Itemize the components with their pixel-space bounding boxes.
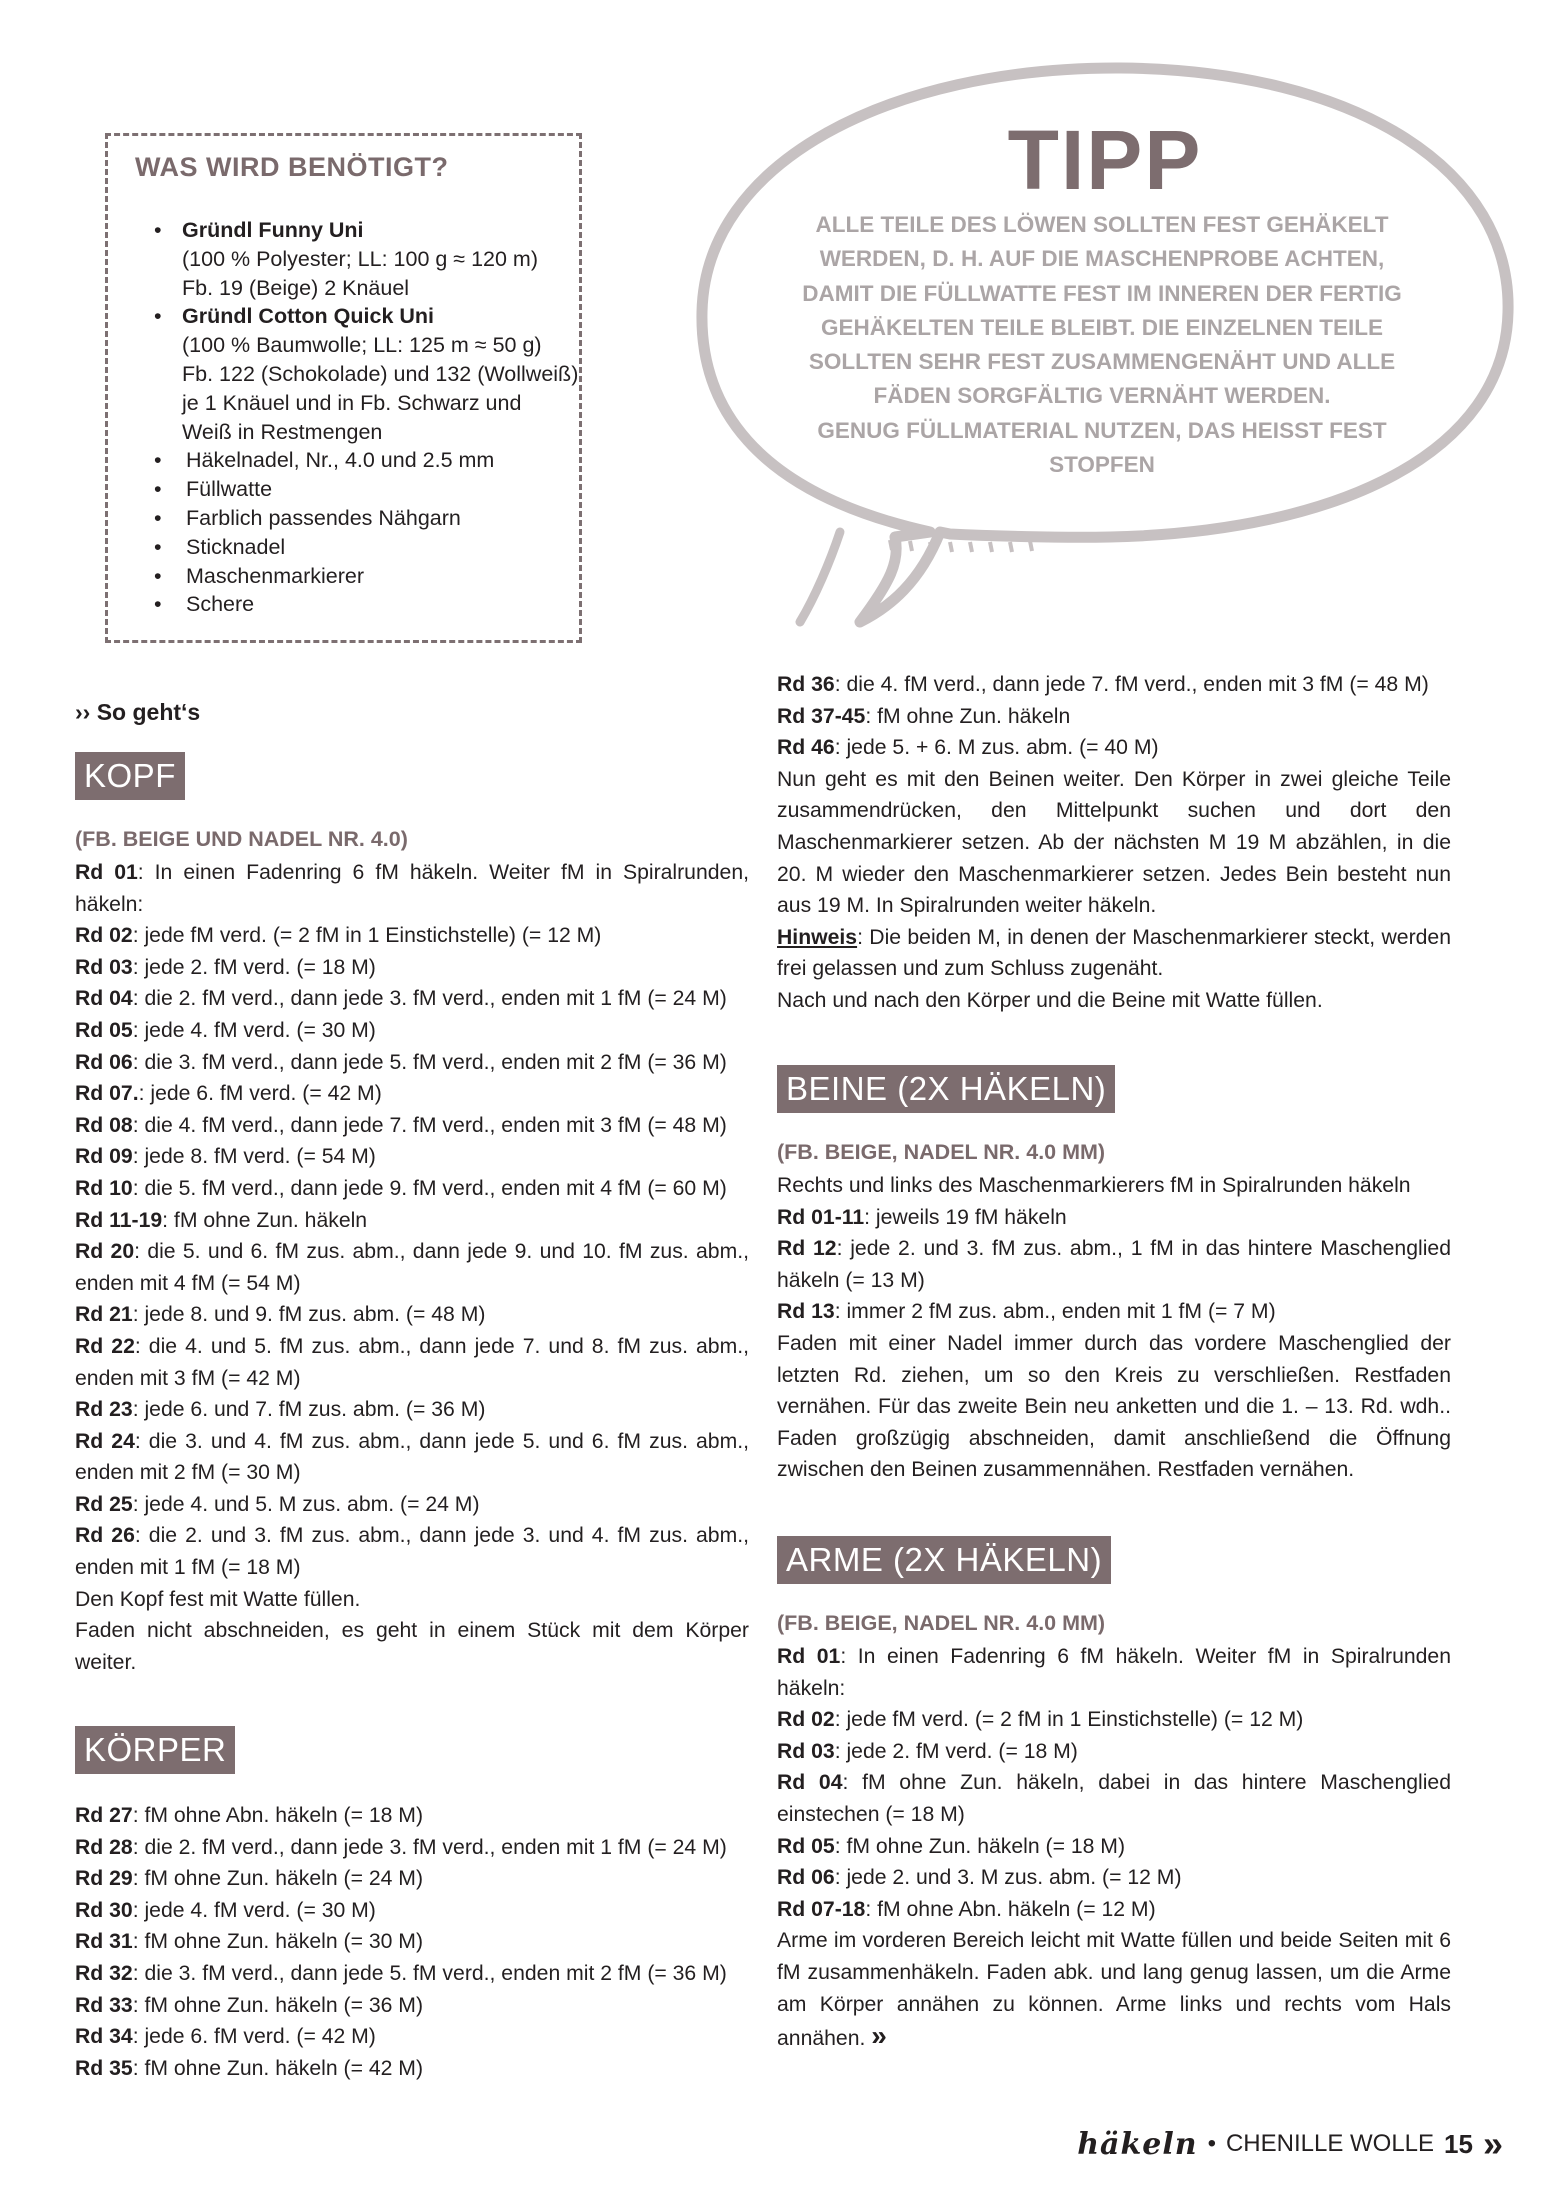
koerper-text: Nach und nach den Körper und die Beine mit Watte füllen.: [777, 988, 1323, 1012]
round-row: Rd 01-11: jeweils 19 fM häkeln: [777, 1205, 1067, 1229]
yarn2-line4: Weiß in Restmengen: [182, 419, 383, 444]
section-heading-arme: ARME (2X HÄKELN): [777, 1536, 1111, 1584]
round-row: Rd 01: In einen Fadenring 6 fM häkeln. Weiter fM in Spiralrunden, häkeln:: [75, 861, 749, 916]
koerper-instructions-left: [75, 1800, 749, 2084]
tipp-line: SOLLTEN SEHR FEST ZUSAMMENGENÄHT UND ALLE: [808, 349, 1396, 375]
materials-list: [152, 216, 578, 619]
round-row: Rd 23: jede 6. und 7. fM zus. abm. (= 36 M): [75, 1398, 486, 1422]
round-row: Rd 20: die 5. und 6. fM zus. abm., dann jede 9. und 10. fM zus. abm., enden mit 4 fM (= 54 M): [75, 1240, 749, 1295]
footer-section: CHENILLE WOLLE: [1225, 2130, 1435, 2157]
section-heading-beine: BEINE (2X HÄKELN): [777, 1065, 1115, 1113]
round-row: Rd 34: jede 6. fM verd. (= 42 M): [75, 2025, 376, 2049]
round-row: Rd 12: jede 2. und 3. fM zus. abm., 1 fM in das hintere Maschenglied häkeln (= 13 M): [777, 1237, 1451, 1292]
round-row: Rd 06: jede 2. und 3. M zus. abm. (= 12 M): [777, 1866, 1182, 1890]
yarn2-name: Gründl Cotton Quick Uni: [182, 304, 435, 329]
tipp-line: ALLE TEILE DES LÖWEN SOLLTEN FEST GEHÄKELT: [815, 212, 1389, 237]
yarn1-line2: Fb. 19 (Beige) 2 Knäuel: [182, 275, 410, 300]
continue-arrow-icon: »: [871, 2020, 887, 2052]
tipp-line: FÄDEN SORGFÄLTIG VERNÄHT WERDEN.: [873, 383, 1331, 409]
round-row: Rd 29: fM ohne Zun. häkeln (= 24 M): [75, 1867, 423, 1891]
round-row: Rd 21: jede 8. und 9. fM zus. abm. (= 48 M): [75, 1303, 486, 1327]
round-row: Rd 07.: jede 6. fM verd. (= 42 M): [75, 1082, 382, 1106]
round-row: Rd 06: die 3. fM verd., dann jede 5. fM verd., enden mit 2 fM (= 36 M): [75, 1050, 727, 1074]
koerper-hinweis: Hinweis: Die beiden M, in denen der Maschenmarkierer steckt, werden frei gelassen und zum Schluss zugenäht.: [777, 925, 1451, 981]
round-row: Rd 22: die 4. und 5. fM zus. abm., dann jede 7. und 8. fM zus. abm., enden mit 3 fM (= 42 M): [75, 1334, 749, 1390]
materials-title: WAS WIRD BENÖTIGT?: [135, 152, 449, 182]
round-row: Rd 01: In einen Fadenring 6 fM häkeln. Weiter fM in Spiralrunden häkeln:: [777, 1645, 1452, 1700]
beine-text: Faden mit einer Nadel immer durch das vordere Maschenglied der letzten Rd. ziehen, um so den Kreis zu verschließen. Restfaden vernähen. Für das zweite Bein neu anketten und die 1. – 13. Rd. wdh.. Faden großzügig abschneiden, damit anschließend die Öffnung zwischen den Beinen zusammennähen. Restfaden vernähen.: [777, 1331, 1451, 1482]
tipp-line: STOPFEN: [1049, 452, 1155, 478]
materials-box: [105, 133, 582, 643]
round-row: Rd 26: die 2. und 3. fM zus. abm., dann jede 3. und 4. fM zus. abm., enden mit 1 fM (= 18 M): [75, 1524, 749, 1580]
materials-item-yarn2: [152, 302, 578, 446]
materials-item: • Farblich passendes Nähgarn: [152, 504, 578, 533]
round-row: Rd 03: jede 2. fM verd. (= 18 M): [777, 1739, 1078, 1763]
section-heading-koerper: KÖRPER: [75, 1726, 235, 1774]
arme-instructions: [777, 1641, 1451, 2055]
beine-intro: Rechts und links des Maschenmarkierers fM in Spiralrunden häkeln: [777, 1174, 1411, 1197]
kopf-subheading: (FB. BEIGE UND NADEL NR. 4.0): [75, 827, 408, 851]
materials-item: • Sticknadel: [152, 533, 578, 562]
round-row: Rd 36: die 4. fM verd., dann jede 7. fM verd., enden mit 3 fM (= 48 M): [777, 673, 1429, 696]
section-heading-kopf: KOPF: [75, 752, 185, 800]
round-row: Rd 28: die 2. fM verd., dann jede 3. fM verd., enden mit 1 fM (= 24 M): [75, 1835, 727, 1859]
koerper-instructions-right: [777, 669, 1451, 1017]
tipp-text: [772, 208, 1432, 482]
yarn2-line1: (100 % Baumwolle; LL: 125 m ≈ 50 g): [182, 333, 542, 358]
round-row: Rd 33: fM ohne Zun. häkeln (= 36 M): [75, 1993, 423, 2017]
round-row: Rd 10: die 5. fM verd., dann jede 9. fM verd., enden mit 4 fM (= 60 M): [75, 1176, 727, 1200]
round-row: Rd 04: fM ohne Zun. häkeln, dabei in das hintere Maschenglied einstechen (= 18 M): [777, 1771, 1451, 1826]
round-row: Rd 02: jede fM verd. (= 2 fM in 1 Einstichstelle) (= 12 M): [75, 924, 602, 948]
arme-subheading: (FB. BEIGE, NADEL NR. 4.0 MM): [777, 1611, 1106, 1635]
round-row: Rd 11-19: fM ohne Zun. häkeln: [75, 1208, 368, 1232]
so-gehts-label: ›› So geht‘s: [75, 699, 201, 725]
koerper-text: Nun geht es mit den Beinen weiter. Den Körper in zwei gleiche Teile zusammendrücken, den Mittelpunkt suchen und dort den Maschenmarkierer setzen. Ab der nächsten M 19 M abzählen, in die 20. M wieder den Maschenmarkierer setzen. Jedes Bein besteht nun aus 19 M. In Spiralrunden weiter häkeln.: [777, 767, 1451, 918]
materials-item: • Schere: [152, 590, 578, 619]
round-row: Rd 04: die 2. fM verd., dann jede 3. fM verd., enden mit 1 fM (= 24 M): [75, 987, 727, 1011]
next-page-arrow-icon[interactable]: »: [1482, 2123, 1503, 2164]
footer-script-word: häkeln: [1077, 2126, 1198, 2162]
round-row: Rd 35: fM ohne Zun. häkeln (= 42 M): [75, 2056, 423, 2080]
materials-item: • Maschenmarkierer: [152, 562, 578, 591]
kopf-instructions: [75, 857, 749, 1678]
yarn1-name: Gründl Funny Uni: [182, 218, 364, 242]
round-row: Rd 05: jede 4. fM verd. (= 30 M): [75, 1018, 376, 1042]
round-row: Rd 13: immer 2 fM zus. abm., enden mit 1 fM (= 7 M): [777, 1300, 1276, 1324]
yarn2-line3: je 1 Knäuel und in Fb. Schwarz und: [182, 390, 522, 415]
round-row: Rd 02: jede fM verd. (= 2 fM in 1 Einstichstelle) (= 12 M): [777, 1708, 1304, 1732]
round-row: Rd 05: fM ohne Zun. häkeln (= 18 M): [777, 1834, 1125, 1858]
round-row: Rd 32: die 3. fM verd., dann jede 5. fM verd., enden mit 2 fM (= 36 M): [75, 1961, 727, 1985]
arme-text: Arme im vorderen Bereich leicht mit Watte füllen und beide Seiten mit 6 fM zusammenhäkeln. Faden abk. und lang genug lassen, um die Arme am Körper annähen zu können. Arme links und rechts vom Hals annähen. »: [777, 1929, 1451, 2052]
materials-item: • Häkelnadel, Nr., 4.0 und 2.5 mm: [152, 446, 578, 475]
yarn2-line2: Fb. 122 (Schokolade) und 132 (Wollweiß): [182, 361, 579, 386]
tipp-line: GEHÄKELTEN TEILE BLEIBT. DIE EINZELNEN TEILE: [820, 314, 1384, 340]
round-row: Rd 30: jede 4. fM verd. (= 30 M): [75, 1898, 376, 1922]
round-row: Rd 03: jede 2. fM verd. (= 18 M): [75, 955, 376, 979]
round-row: Rd 24: die 3. und 4. fM zus. abm., dann jede 5. und 6. fM zus. abm., enden mit 2 fM (= 30 M): [75, 1429, 749, 1485]
tipp-title: TIPP: [1007, 113, 1203, 207]
beine-instructions: [777, 1170, 1451, 1486]
round-row: Rd 46: jede 5. + 6. M zus. abm. (= 40 M): [777, 736, 1159, 760]
round-row: Rd 37-45: fM ohne Zun. häkeln: [777, 704, 1071, 728]
beine-subheading: (FB. BEIGE, NADEL NR. 4.0 MM): [777, 1140, 1106, 1164]
kopf-text: Den Kopf fest mit Watte füllen.: [75, 1587, 361, 1611]
round-row: Rd 31: fM ohne Zun. häkeln (= 30 M): [75, 1930, 423, 1954]
round-row: Rd 08: die 4. fM verd., dann jede 7. fM verd., enden mit 3 fM (= 48 M): [75, 1113, 727, 1137]
tipp-line: WERDEN, D. H. AUF DIE MASCHENPROBE ACHTEN,: [819, 246, 1385, 272]
materials-item-yarn1: [152, 216, 578, 302]
page-footer: [1077, 2124, 1503, 2164]
tipp-line: DAMIT DIE FÜLLWATTE FEST IM INNEREN DER FERTIG: [802, 280, 1402, 306]
round-row: Rd 25: jede 4. und 5. M zus. abm. (= 24 M): [75, 1492, 480, 1516]
page-number: 15: [1444, 2128, 1473, 2159]
round-row: Rd 27: fM ohne Abn. häkeln (= 18 M): [75, 1804, 424, 1827]
round-row: Rd 09: jede 8. fM verd. (= 54 M): [75, 1145, 376, 1169]
round-row: Rd 07-18: fM ohne Abn. häkeln (= 12 M): [777, 1897, 1156, 1921]
kopf-text: Faden nicht abschneiden, es geht in einem Stück mit dem Körper weiter.: [75, 1619, 749, 1674]
tipp-line: GENUG FÜLLMATERIAL NUTZEN, DAS HEISST FEST: [817, 417, 1387, 443]
materials-item: • Füllwatte: [152, 475, 578, 504]
yarn1-line1: (100 % Polyester; LL: 100 g ≈ 120 m): [182, 246, 538, 271]
footer-separator: •: [1207, 2130, 1216, 2157]
